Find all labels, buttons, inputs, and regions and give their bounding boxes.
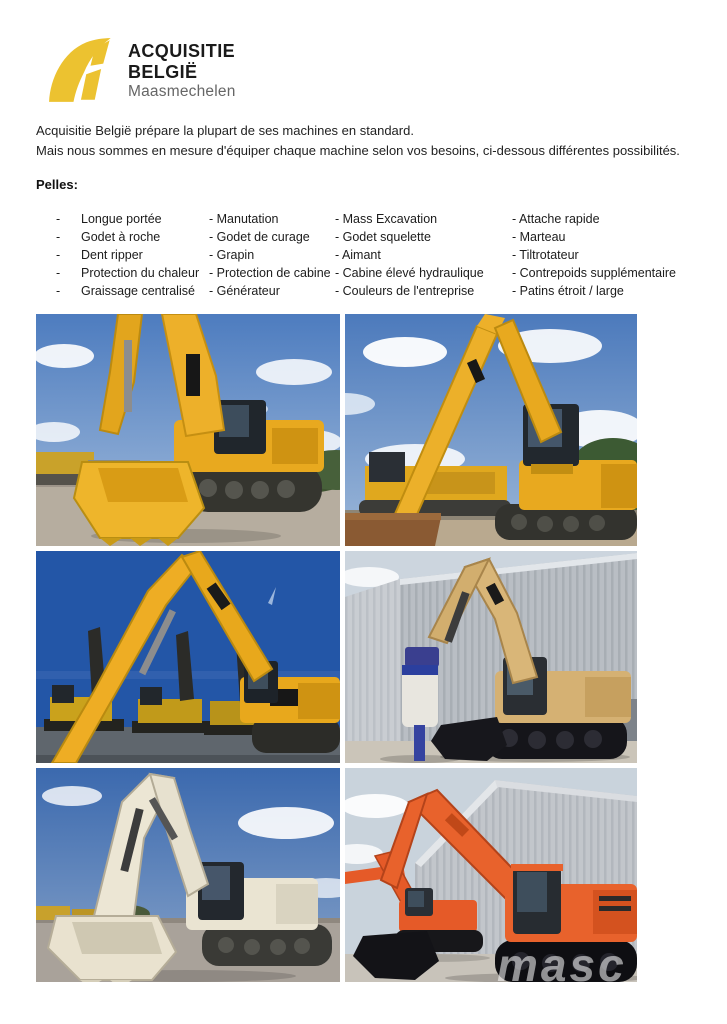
bullet-dash: -: [56, 284, 61, 298]
option-cell: - Protection de cabine: [209, 266, 331, 280]
option-cell: Graissage centralisé: [81, 284, 195, 298]
options-list: [36, 210, 696, 300]
option-cell: - Aimant: [335, 248, 381, 262]
photo-excavator-long-reach-clouds-illustration: [345, 314, 637, 546]
option-cell: - Attache rapide: [512, 212, 600, 226]
intro-line-2: Mais nous sommes en mesure d'équiper chaque machine selon vos besoins, ci-dessous différentes possibilités.: [36, 142, 680, 158]
photo-excavator-long-reach-clouds: [345, 314, 637, 546]
option-cell: Longue portée: [81, 212, 162, 226]
photo-excavator-hydraulic-breaker: [345, 551, 637, 763]
option-cell: Godet à roche: [81, 230, 161, 244]
brand-name-line1: ACQUISITIE: [128, 41, 236, 61]
options-row: [36, 228, 696, 246]
bullet-dash: -: [56, 248, 61, 262]
option-cell: - Générateur: [209, 284, 280, 298]
option-cell: - Mass Excavation: [335, 212, 438, 226]
logo-text-block: [128, 38, 236, 100]
option-cell: - Manutation: [209, 212, 279, 226]
bullet-dash: -: [56, 212, 61, 226]
option-cell: - Godet squelette: [335, 230, 431, 244]
intro-line-1: Acquisitie België prépare la plupart de ses machines en standard.: [36, 123, 414, 138]
option-cell: Dent ripper: [81, 248, 143, 262]
option-cell: - Couleurs de l'entreprise: [335, 284, 475, 298]
brand-name-line2: BELGIË: [128, 62, 198, 82]
option-cell: - Grapin: [209, 248, 255, 262]
company-logo: [48, 38, 236, 102]
option-cell: Protection du chaleur: [81, 266, 200, 280]
options-row: [36, 210, 696, 228]
watermark-text: masc: [497, 939, 627, 982]
photo-excavator-hydraulic-breaker-illustration: [345, 551, 637, 763]
intro-paragraph: [36, 121, 696, 160]
machine-photo-grid: [36, 314, 637, 982]
options-row: [36, 282, 696, 300]
options-row: [36, 264, 696, 282]
brand-city: Maasmechelen: [128, 83, 236, 100]
photo-excavator-long-reach-lineup-illustration: [36, 551, 340, 763]
bullet-dash: -: [56, 230, 61, 244]
option-cell: - Marteau: [512, 230, 566, 244]
option-cell: - Contrepoids supplémentaire: [512, 266, 676, 280]
photo-excavator-cat-bucket: [36, 314, 340, 546]
options-row: [36, 246, 696, 264]
bullet-dash: -: [56, 266, 61, 280]
option-cell: - Patins étroit / large: [512, 284, 624, 298]
option-cell: - Godet de curage: [209, 230, 310, 244]
photo-excavator-cat-bucket-illustration: [36, 314, 340, 546]
photo-excavator-long-reach-lineup: [36, 551, 340, 763]
acquisitie-logo-icon: [48, 38, 116, 102]
photo-excavators-orange: [345, 768, 637, 982]
section-heading-pelles: Pelles:: [36, 177, 78, 192]
photo-excavators-orange-illustration: [345, 768, 637, 982]
photo-excavator-white-illustration: [36, 768, 340, 982]
option-cell: - Cabine élevé hydraulique: [335, 266, 484, 280]
photo-excavator-white: [36, 768, 340, 982]
option-cell: - Tiltrotateur: [512, 248, 579, 262]
